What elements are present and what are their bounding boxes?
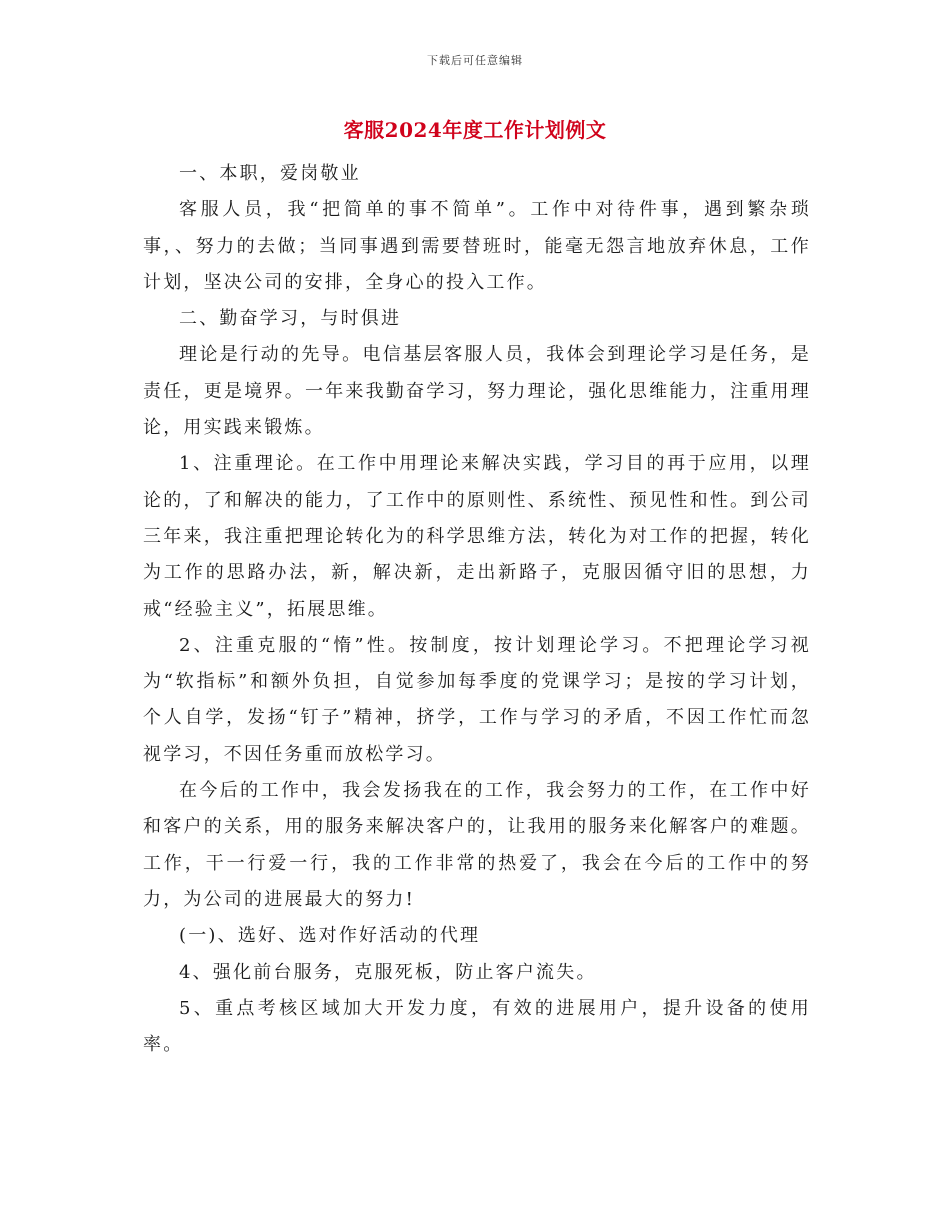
paragraph: 5、重点考核区域加大开发力度，有效的进展用户，提升设备的使用率。 bbox=[143, 997, 811, 1056]
header-note: 下载后可任意编辑 bbox=[427, 54, 523, 67]
paragraph: 2、注重克服的“惰”性。按制度，按计划理论学习。不把理论学习视为“软指标”和额外负担，自觉参加每季度的党课学习；是按的学习计划，个人自学，发扬“钉子”精神，挤学，工作与学习的矛盾，不因工作忙而忽视学习，不因任务重而放松学习。 bbox=[143, 634, 811, 765]
section-heading: 二、勤奋学习，与时俱进 bbox=[179, 308, 402, 330]
section-heading: (一)、选好、选对作好活动的代理 bbox=[179, 925, 481, 947]
document-title: 客服2024年度工作计划例文 bbox=[343, 118, 607, 142]
paragraph: 客服人员，我“把简单的事不简单”。工作中对待件事，遇到繁杂琐事，、努力的去做；当同事遇到需要替班时，能毫无怨言地放弃休息，工作计划，坚决公司的安排，全身心的投入工作。 bbox=[143, 199, 811, 293]
paragraph: 4、强化前台服务，克服死板，防止客户流失。 bbox=[179, 961, 597, 983]
paragraph: 理论是行动的先导。电信基层客服人员，我体会到理论学习是任务，是责任，更是境界。一年来我勤奋学习，努力理论，强化思维能力，注重用理论，用实践来锻炼。 bbox=[143, 344, 811, 439]
paragraph: 在今后的工作中，我会发扬我在的工作，我会努力的工作，在工作中好和客户的关系，用的服务来解决客户的，让我用的服务来化解客户的难题。工作，干一行爱一行，我的工作非常的热爱了，我会在今后的工作中的努力，为公司的进展最大的努力! bbox=[143, 780, 811, 910]
paragraph: 1、注重理论。在工作中用理论来解决实践，学习目的再于应用，以理论的，了和解决的能力，了工作中的原则性、系统性、预见性和性。到公司三年来，我注重把理论转化为的科学思维方法，转化为对工作的把握，转化为工作的思路办法，新，解决新，走出新路子，克服因循守旧的思想，力戒“经验主义”，拓展思维。 bbox=[143, 453, 811, 620]
section-heading: 一、本职，爱岗敬业 bbox=[179, 163, 361, 184]
document-body bbox=[143, 156, 811, 1063]
